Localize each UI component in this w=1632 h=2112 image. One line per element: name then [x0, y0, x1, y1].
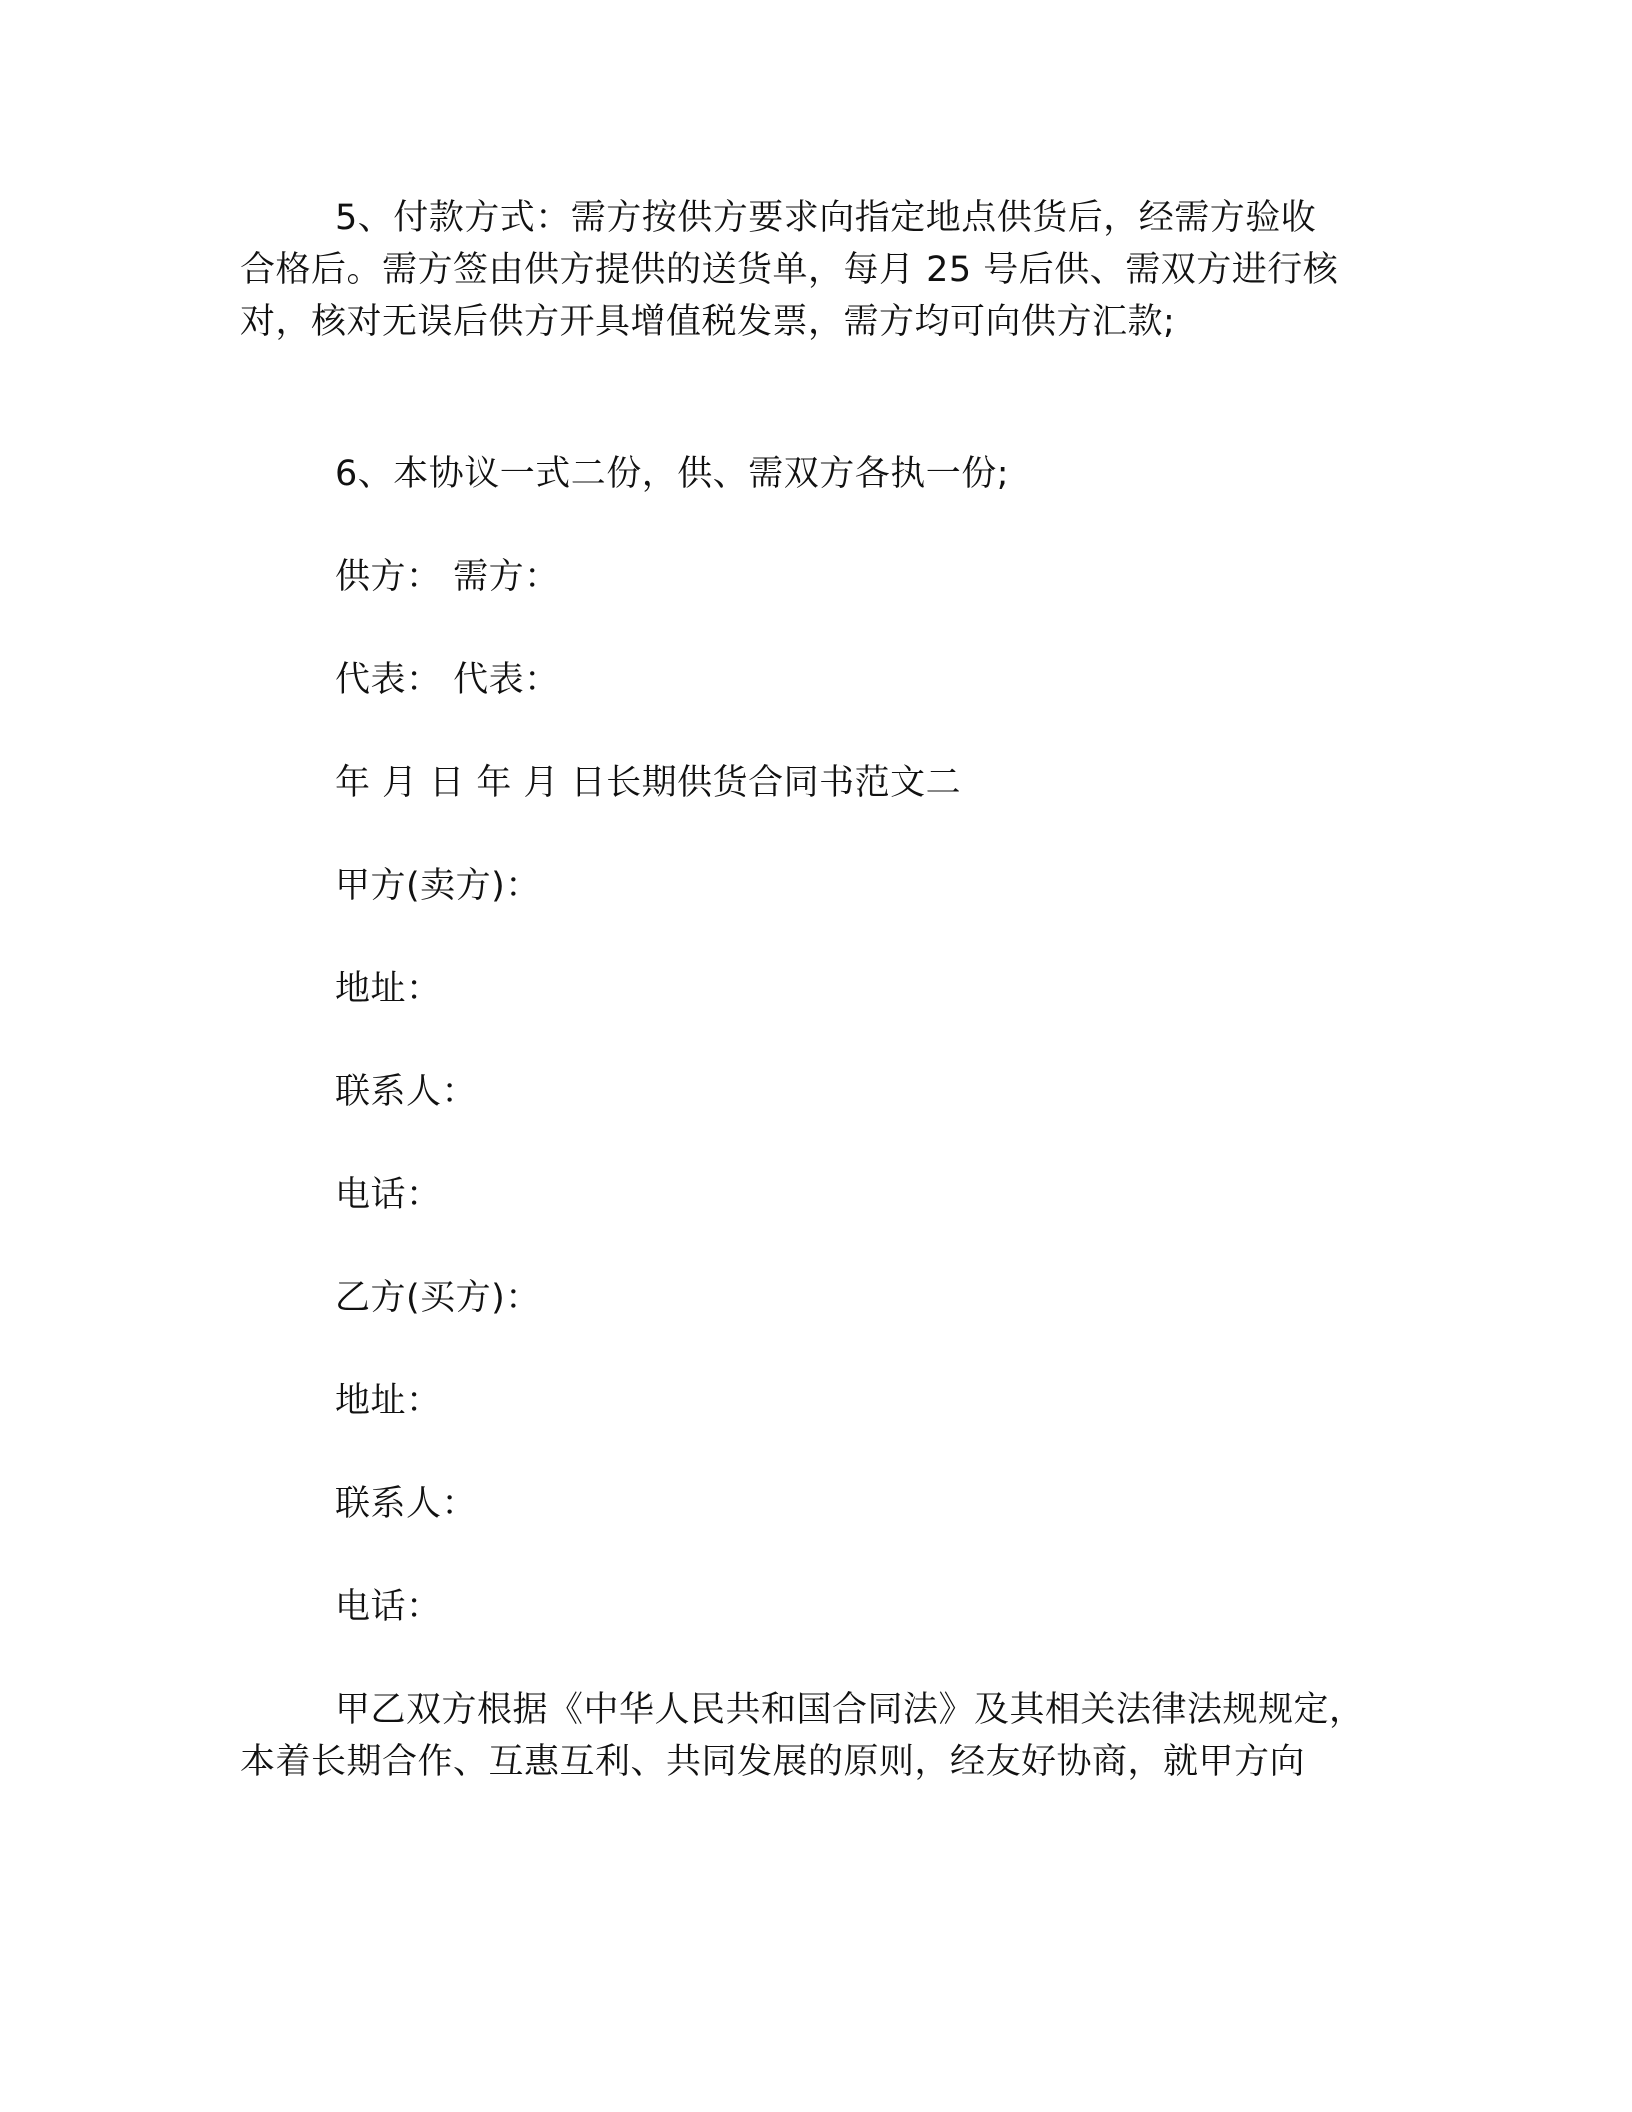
- payment-terms-paragraph: [240, 192, 1410, 348]
- paragraph-line: 合格后。需方签由供方提供的送货单，每月 25 号后供、需双方进行核: [240, 250, 1339, 290]
- paragraph-line: 甲乙双方根据《中华人民共和国合同法》及其相关法律法规规定，: [335, 1690, 1365, 1730]
- signature-representatives: 代表： 代表：: [335, 660, 560, 700]
- paragraph-line: 本着长期合作、互惠互利、共同发展的原则，经友好协商，就甲方向: [240, 1742, 1306, 1782]
- party-a-phone: 电话：: [335, 1175, 442, 1215]
- date-and-title-line: 年 月 日 年 月 日长期供货合同书范文二: [335, 763, 962, 803]
- party-a-address: 地址：: [335, 969, 442, 1009]
- copies-clause: 6、本协议一式二份，供、需双方各执一份;: [335, 454, 1010, 494]
- party-b-phone: 电话：: [335, 1587, 442, 1627]
- paragraph-line: 5、付款方式：需方按供方要求向指定地点供货后，经需方验收: [335, 198, 1317, 238]
- party-b-contact: 联系人：: [335, 1484, 478, 1524]
- party-a-contact: 联系人：: [335, 1072, 478, 1112]
- paragraph-line: 对，核对无误后供方开具增值税发票，需方均可向供方汇款;: [240, 302, 1176, 342]
- intro-paragraph: [240, 1684, 1410, 1788]
- party-b-label: 乙方(买方)：: [335, 1278, 541, 1318]
- party-b-address: 地址：: [335, 1381, 442, 1421]
- party-a-label: 甲方(卖方)：: [335, 866, 541, 906]
- signature-parties: 供方： 需方：: [335, 557, 560, 597]
